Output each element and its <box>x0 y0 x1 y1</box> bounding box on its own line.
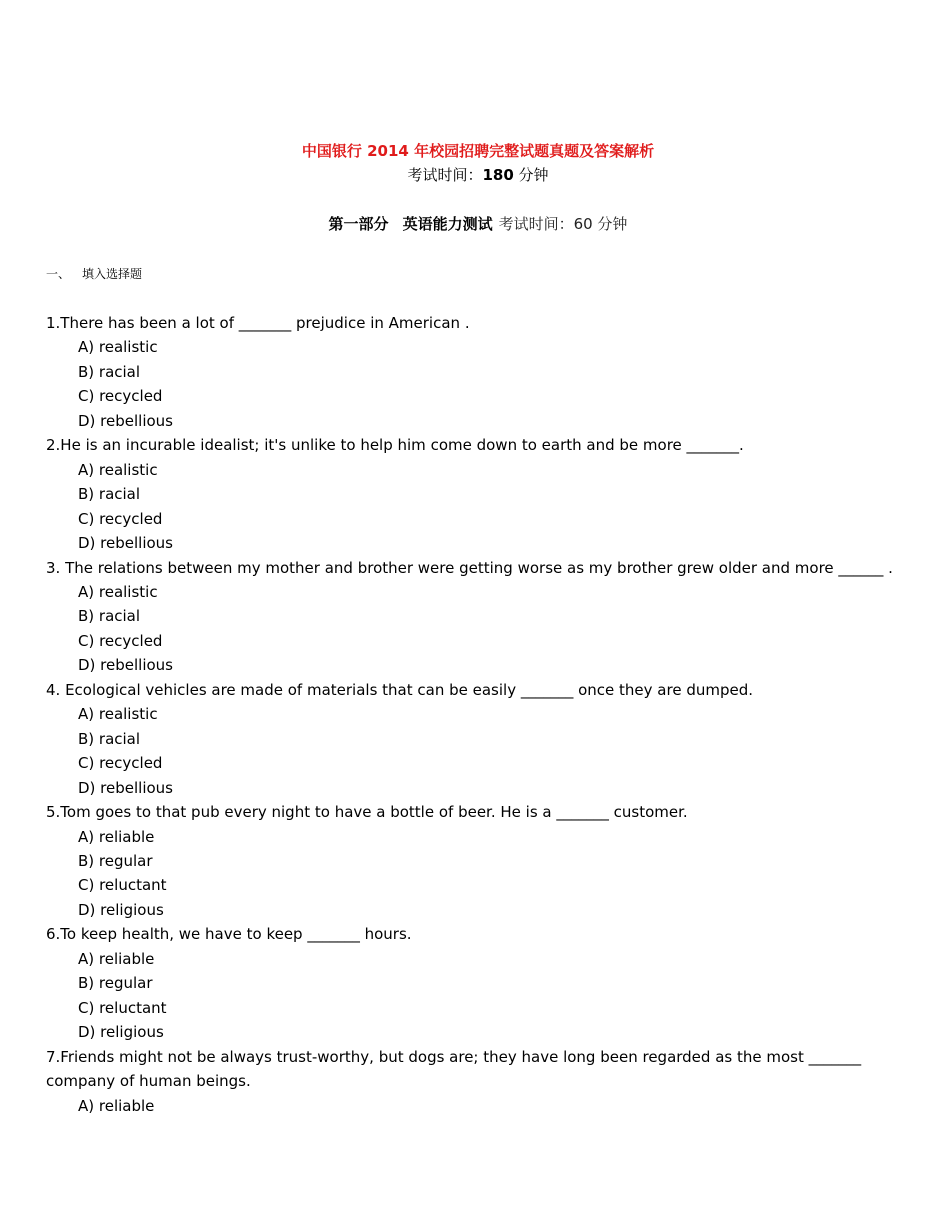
option: D) rebellious <box>78 656 173 675</box>
question-text: 4. Ecological vehicles are made of materials that can be easily _______ once they are dumped. <box>46 680 753 699</box>
option-list <box>46 580 916 678</box>
part-label: 第一部分 <box>328 215 389 233</box>
option: C) reluctant <box>78 998 167 1017</box>
question <box>46 922 916 1044</box>
option: D) rebellious <box>78 411 173 430</box>
exam-time-unit: 分钟 <box>518 166 549 184</box>
question <box>46 311 916 433</box>
option-list <box>46 1094 916 1118</box>
question-text: 2.He is an incurable idealist; it's unlike to help him come down to earth and be more _______. <box>46 436 744 455</box>
option: B) racial <box>78 607 141 626</box>
option: A) reliable <box>78 949 155 968</box>
option: A) realistic <box>78 460 158 479</box>
option-list <box>46 458 916 556</box>
option: C) recycled <box>78 754 163 773</box>
option: D) religious <box>78 1023 164 1042</box>
part-name: 英语能力测试 <box>402 215 493 233</box>
question <box>46 433 916 555</box>
option: D) rebellious <box>78 778 173 797</box>
option-list <box>46 702 916 800</box>
option-list <box>46 335 916 433</box>
question-text: 5.Tom goes to that pub every night to have a bottle of beer. He is a _______ customer. <box>46 803 688 822</box>
question <box>46 800 916 922</box>
option-list <box>46 947 916 1045</box>
document-title: 中国银行 2014 年校园招聘完整试题真题及答案解析 <box>301 142 655 160</box>
exam-time <box>0 164 950 186</box>
option-list <box>46 825 916 923</box>
part-time: 考试时间：60 分钟 <box>498 215 628 233</box>
exam-time-label: 考试时间： <box>407 166 483 184</box>
option: B) racial <box>78 362 141 381</box>
question-text: 6.To keep health, we have to keep _______ hours. <box>46 925 412 944</box>
section-number: 一、 <box>46 267 71 281</box>
option: A) reliable <box>78 827 155 846</box>
option: A) realistic <box>78 338 158 357</box>
question-text: 3. The relations between my mother and brother were getting worse as my brother grew older and more ______ . <box>46 558 893 577</box>
option: A) realistic <box>78 582 158 601</box>
part-heading <box>0 213 950 235</box>
option: A) realistic <box>78 705 158 724</box>
option: D) rebellious <box>78 534 173 553</box>
question <box>46 556 916 678</box>
section-heading <box>46 265 142 283</box>
exam-time-value: 180 <box>482 166 514 184</box>
option: B) racial <box>78 485 141 504</box>
option: B) racial <box>78 729 141 748</box>
option: C) recycled <box>78 387 163 406</box>
section-title: 填入选择题 <box>82 267 143 281</box>
option: C) recycled <box>78 509 163 528</box>
option: B) regular <box>78 974 153 993</box>
option: C) reluctant <box>78 876 167 895</box>
question-list <box>46 311 916 1118</box>
option: A) reliable <box>78 1096 155 1115</box>
question-text: 7.Friends might not be always trust-worthy, but dogs are; they have long been regarded as the most _______ company of human beings. <box>46 1047 862 1091</box>
question <box>46 1045 916 1118</box>
question-text: 1.There has been a lot of _______ prejudice in American . <box>46 314 470 332</box>
option: D) religious <box>78 900 164 919</box>
option: C) recycled <box>78 631 163 650</box>
question <box>46 678 916 800</box>
option: B) regular <box>78 851 153 870</box>
